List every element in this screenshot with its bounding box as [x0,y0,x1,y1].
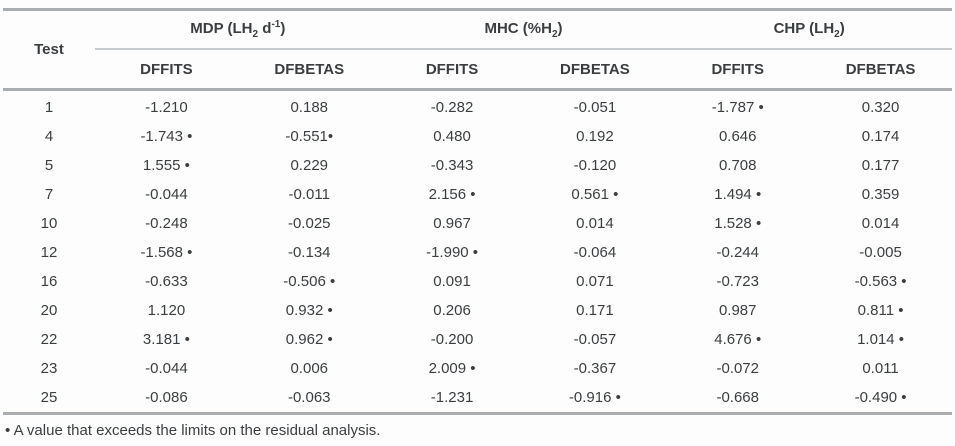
cell-value: -1.231 [381,383,524,414]
cell-value: -1.990 • [426,244,479,261]
cell-value: -0.633 [145,273,188,290]
group-header-mdp-text: MDP (LH [190,20,253,37]
cell-value: 1.014 • [857,331,905,348]
table-row [3,354,952,383]
cell-value: 2.156 • [428,186,476,203]
cell-value: 0.708 [718,157,757,174]
table-row [3,122,952,151]
table-row [3,267,952,296]
cell-value: 0.932 • [285,302,333,319]
column-header-dfbetas-chp: DFBETAS [809,49,952,90]
cell-value: 0.177 [861,157,900,174]
cell-value: 1.494 • [714,186,762,203]
column-header-test: Test [3,10,95,90]
group-header-mdp-text2: d [258,20,272,37]
cell-value: 0.811 • [857,302,904,319]
column-header-dffits-mdp: DFFITS [95,49,238,90]
cell-value: -0.011 [288,186,330,203]
cell-value: -0.044 [145,186,188,203]
cell-value: -0.057 [573,331,617,348]
column-header-dffits-chp: DFFITS [666,49,809,90]
cell-value: -0.005 [859,244,902,261]
cell-test: 23 [40,360,58,377]
cell-value: -0.200 [430,331,474,348]
cell-value: 4.676 • [714,331,762,348]
cell-test: 5 [44,157,54,174]
table-row [3,180,952,209]
group-header-mdp-sup: -1 [271,19,281,30]
cell-value: -0.120 [573,157,617,174]
cell-value: 0.320 [861,99,900,116]
cell-value: -0.072 [716,360,759,377]
cell-value: -0.244 [716,244,759,261]
cell-test: 1 [44,99,54,116]
cell-value: 2.009 • [428,360,476,377]
cell-value: 0.174 [861,128,900,145]
cell-value: -1.787 • [711,99,764,116]
cell-value: 0.014 [861,215,900,232]
cell-value: -0.723 [716,273,759,290]
cell-value: 1.528 • [714,215,762,232]
group-header-chp-text2: ) [839,19,845,37]
cell-value: -0.668 [666,383,809,414]
group-header-mdp-sub: 2 [252,29,259,40]
cell-value: 0.014 [576,215,614,232]
cell-value: -0.025 [287,215,331,232]
cell-value: 0.359 [861,186,900,203]
cell-test: 16 [40,273,58,290]
cell-value: 0.561 • [571,186,619,203]
cell-value: 0.006 [290,360,329,377]
cell-test: 25 [3,383,95,414]
cell-value: -0.343 [430,157,474,174]
cell-value: -0.916 • [523,383,666,414]
cell-value: 0.206 [433,302,471,319]
cell-value: 0.229 [290,157,329,174]
cell-test: 7 [44,186,54,203]
cell-value: -0.490 • [809,383,952,414]
cell-value: -0.506 • [283,273,336,290]
cell-value: -1.568 • [140,244,193,261]
cell-value: 1.120 [147,302,186,319]
cell-value: 0.480 [433,128,471,145]
table-row [3,90,952,123]
cell-value: -0.248 [145,215,188,232]
group-header-mhc-text2: ) [557,19,563,37]
footnote: • A value that exceeds the limits on the residual analysis. [5,422,381,439]
table-row [3,151,952,180]
cell-value: -0.044 [145,360,188,377]
group-header-chp-sub: 2 [834,28,840,40]
group-header-chp [666,10,952,50]
cell-test: 20 [40,302,58,319]
cell-value: -0.086 [95,383,238,414]
group-header-mhc [381,10,667,50]
cell-value: -0.064 [573,244,617,261]
cell-test: 12 [40,244,58,261]
cell-value: -1.210 [145,99,188,116]
column-header-dfbetas-mhc: DFBETAS [523,49,666,90]
cell-value: -1.743 • [140,128,193,145]
group-header-mdp-text3: ) [280,20,286,37]
cell-value: 0.091 [433,273,471,290]
table-row [3,296,952,325]
table-header [3,10,952,90]
group-header-mdp [95,10,381,50]
cell-value: 0.188 [290,99,329,116]
cell-value: -0.063 [238,383,381,414]
column-header-dfbetas-mdp: DFBETAS [238,49,381,90]
cell-value: -0.051 [573,99,617,116]
cell-value: 0.171 [576,302,614,319]
cell-value: 0.962 • [285,331,333,348]
table-row [3,209,952,238]
cell-value: 3.181 • [142,331,190,348]
table-row [3,383,952,414]
cell-value: 0.967 [433,215,471,232]
cell-value: 1.555 • [142,157,190,174]
cell-value: -0.563 • [854,273,907,290]
cell-value: -0.282 [430,99,474,116]
cell-value: 0.071 [576,273,614,290]
cell-test: 22 [40,331,58,348]
table-row [3,238,952,267]
sub-header-row [3,49,952,90]
cell-value: 0.011 [862,360,899,377]
table-body [3,90,952,414]
group-header-mhc-sub: 2 [551,28,558,40]
cell-value: 0.987 [718,302,757,319]
group-header-mhc-text: MHC (%H [484,19,552,37]
cell-value: 0.192 [576,128,614,145]
residual-analysis-table [3,8,952,415]
cell-value: 0.646 [718,128,757,145]
column-header-dffits-mhc: DFFITS [381,49,524,90]
table-row [3,325,952,354]
group-header-chp-text: CHP (LH [773,19,835,37]
cell-value: -0.367 [573,360,617,377]
cell-value: -0.551• [285,128,334,145]
cell-test: 4 [44,128,54,145]
cell-test: 10 [40,215,58,232]
group-header-row [3,10,952,50]
cell-value: -0.134 [287,244,331,261]
